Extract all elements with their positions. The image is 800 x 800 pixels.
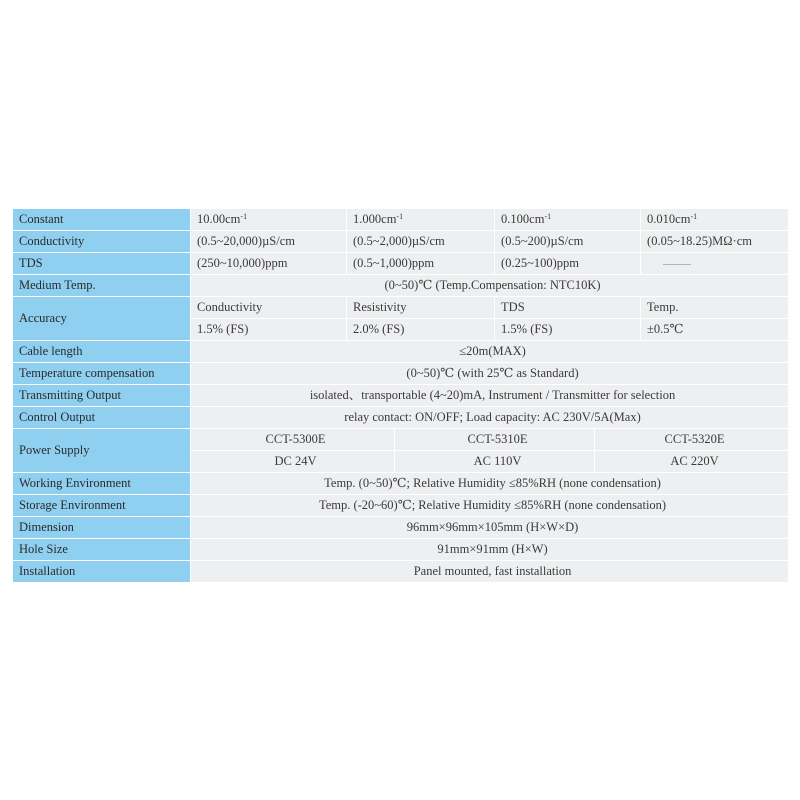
tds-value-1: (250~10,000)ppm	[191, 253, 347, 275]
cable-length-value: ≤20m(MAX)	[191, 341, 789, 363]
power-voltage-1: DC 24V	[191, 451, 395, 473]
tds-value-3: (0.25~100)ppm	[495, 253, 641, 275]
conductivity-value-2: (0.5~2,000)µS/cm	[347, 231, 495, 253]
tds-value-4	[641, 253, 789, 275]
row-transmitting-output	[13, 385, 789, 407]
power-voltage-2: AC 110V	[395, 451, 595, 473]
row-label: Dimension	[13, 517, 191, 539]
constant-value-3: $0.100cm^{-1}$	[495, 209, 641, 231]
accuracy-header-conductivity: Conductivity	[191, 297, 347, 319]
constant-value-4: $0.010cm^{-1}$	[641, 209, 789, 231]
tds-value-2: (0.5~1,000)ppm	[347, 253, 495, 275]
row-label: Medium Temp.	[13, 275, 191, 297]
row-label: TDS	[13, 253, 191, 275]
row-temperature-compensation	[13, 363, 789, 385]
power-model-1: CCT-5300E	[191, 429, 395, 451]
row-medium-temp	[13, 275, 789, 297]
constant-value-1: $10.00cm^{-1}$	[191, 209, 347, 231]
row-working-environment	[13, 473, 789, 495]
storage-environment-value: Temp. (-20~60)℃; Relative Humidity ≤85%RH (none condensation)	[191, 495, 789, 517]
spec-table	[12, 208, 789, 583]
row-installation	[13, 561, 789, 583]
row-label: Hole Size	[13, 539, 191, 561]
control-output-value: relay contact: ON/OFF; Load capacity: AC 230V/5A(Max)	[191, 407, 789, 429]
accuracy-value-resistivity: 2.0% (FS)	[347, 319, 495, 341]
constant-value-2: $1.000cm^{-1}$	[347, 209, 495, 231]
row-label: Control Output	[13, 407, 191, 429]
row-label: Power Supply	[13, 429, 191, 473]
medium-temp-value: (0~50)℃ (Temp.Compensation: NTC10K)	[191, 275, 789, 297]
row-control-output	[13, 407, 789, 429]
hole-size-value: 91mm×91mm (H×W)	[191, 539, 789, 561]
row-label: Conductivity	[13, 231, 191, 253]
row-label: Temperature compensation	[13, 363, 191, 385]
accuracy-value-tds: 1.5% (FS)	[495, 319, 641, 341]
row-label: Storage Environment	[13, 495, 191, 517]
row-conductivity	[13, 231, 789, 253]
row-dimension	[13, 517, 789, 539]
conductivity-value-1: (0.5~20,000)µS/cm	[191, 231, 347, 253]
power-model-2: CCT-5310E	[395, 429, 595, 451]
accuracy-header-resistivity: Resistivity	[347, 297, 495, 319]
transmitting-output-value: isolated、transportable (4~20)mA, Instrument / Transmitter for selection	[191, 385, 789, 407]
accuracy-header-temp: Temp.	[641, 297, 789, 319]
row-tds	[13, 253, 789, 275]
row-cable-length	[13, 341, 789, 363]
power-model-3: CCT-5320E	[595, 429, 789, 451]
power-voltage-3: AC 220V	[595, 451, 789, 473]
not-applicable-dash	[663, 264, 691, 265]
row-power-supply-models	[13, 429, 789, 451]
temperature-compensation-value: (0~50)℃ (with 25℃ as Standard)	[191, 363, 789, 385]
row-hole-size	[13, 539, 789, 561]
installation-value: Panel mounted, fast installation	[191, 561, 789, 583]
accuracy-value-temp: ±0.5℃	[641, 319, 789, 341]
row-constant	[13, 209, 789, 231]
conductivity-value-4: (0.05~18.25)MΩ·cm	[641, 231, 789, 253]
row-label: Transmitting Output	[13, 385, 191, 407]
dimension-value: 96mm×96mm×105mm (H×W×D)	[191, 517, 789, 539]
row-storage-environment	[13, 495, 789, 517]
row-label: Cable length	[13, 341, 191, 363]
row-accuracy-header	[13, 297, 789, 319]
working-environment-value: Temp. (0~50)℃; Relative Humidity ≤85%RH (none condensation)	[191, 473, 789, 495]
conductivity-value-3: (0.5~200)µS/cm	[495, 231, 641, 253]
row-label: Constant	[13, 209, 191, 231]
row-label: Working Environment	[13, 473, 191, 495]
row-label: Accuracy	[13, 297, 191, 341]
row-label: Installation	[13, 561, 191, 583]
accuracy-value-conductivity: 1.5% (FS)	[191, 319, 347, 341]
accuracy-header-tds: TDS	[495, 297, 641, 319]
